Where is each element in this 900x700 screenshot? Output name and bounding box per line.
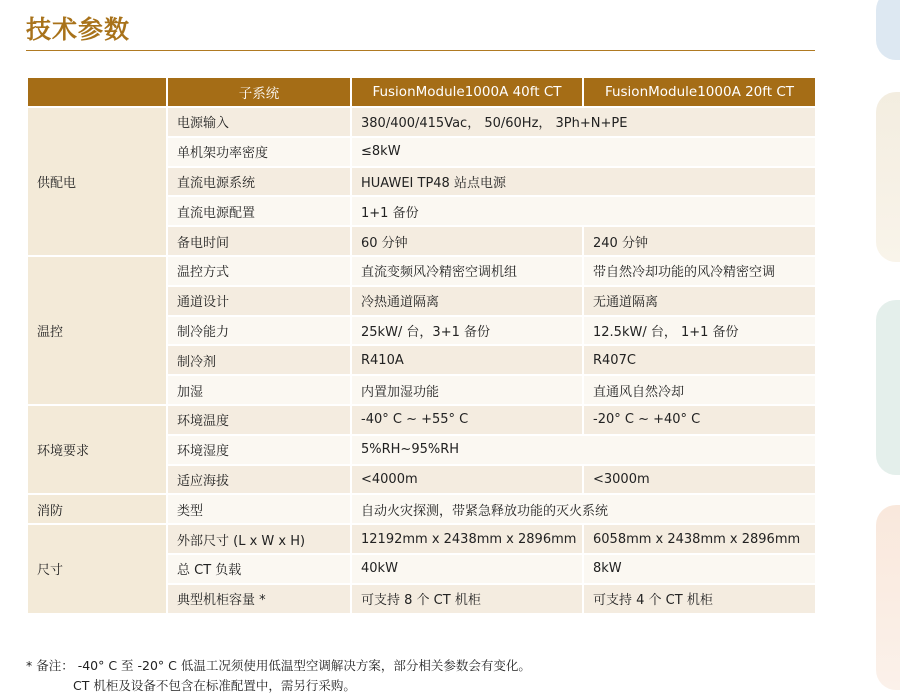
item-label: 制冷剂 <box>167 345 351 375</box>
item-label: 单机架功率密度 <box>167 137 351 167</box>
item-label: 外部尺寸 (L x W x H) <box>167 524 351 554</box>
item-label: 加湿 <box>167 375 351 405</box>
value-40ft: 12192mm x 2438mm x 2896mm <box>351 524 583 554</box>
header-subsystem: 子系统 <box>167 77 351 107</box>
decor-tab-blue <box>876 0 900 60</box>
spec-table-body <box>27 107 816 614</box>
item-label: 通道设计 <box>167 286 351 316</box>
value-20ft: 8kW <box>583 554 816 584</box>
value-shared: 1+1 备份 <box>351 196 816 226</box>
item-label: 温控方式 <box>167 256 351 286</box>
title-divider <box>26 50 815 51</box>
header-40ft: FusionModule1000A 40ft CT <box>351 77 583 107</box>
item-label: 电源输入 <box>167 107 351 137</box>
footnote-line-1: * 备注： -40° C 至 -20° C 低温工况须使用低温型空调解决方案，部分相关参数会有变化。 <box>26 658 531 673</box>
item-label: 类型 <box>167 494 351 524</box>
item-label: 备电时间 <box>167 226 351 256</box>
item-label: 制冷能力 <box>167 316 351 346</box>
value-shared: ≤8kW <box>351 137 816 167</box>
value-40ft: 内置加湿功能 <box>351 375 583 405</box>
value-40ft: 冷热通道隔离 <box>351 286 583 316</box>
group-label: 温控 <box>27 256 167 405</box>
value-40ft: 直流变频风冷精密空调机组 <box>351 256 583 286</box>
value-20ft: -20° C ~ +40° C <box>583 405 816 435</box>
group-label: 供配电 <box>27 107 167 256</box>
page-title: 技术参数 <box>26 15 131 44</box>
group-label: 尺寸 <box>27 524 167 613</box>
value-20ft: R407C <box>583 345 816 375</box>
value-shared: 380/400/415Vac， 50/60Hz， 3Ph+N+PE <box>351 107 816 137</box>
value-20ft: 带自然冷却功能的风冷精密空调 <box>583 256 816 286</box>
value-20ft: 6058mm x 2438mm x 2896mm <box>583 524 816 554</box>
value-shared: 自动火灾探测，带紧急释放功能的灭火系统 <box>351 494 816 524</box>
table-row <box>27 524 816 554</box>
group-label: 消防 <box>27 494 167 524</box>
table-row <box>27 494 816 524</box>
value-20ft: 可支持 4 个 CT 机柜 <box>583 584 816 614</box>
table-row <box>27 256 816 286</box>
value-40ft: R410A <box>351 345 583 375</box>
item-label: 环境湿度 <box>167 435 351 465</box>
item-label: 总 CT 负载 <box>167 554 351 584</box>
table-header-row <box>27 77 816 107</box>
item-label: 直流电源配置 <box>167 196 351 226</box>
decor-tab-peach <box>876 505 900 690</box>
value-40ft: <4000m <box>351 465 583 495</box>
value-40ft: 可支持 8 个 CT 机柜 <box>351 584 583 614</box>
item-label: 环境温度 <box>167 405 351 435</box>
group-label: 环境要求 <box>27 405 167 494</box>
value-20ft: 无通道隔离 <box>583 286 816 316</box>
table-row <box>27 107 816 137</box>
item-label: 直流电源系统 <box>167 167 351 197</box>
value-40ft: -40° C ~ +55° C <box>351 405 583 435</box>
value-20ft: 直通风自然冷却 <box>583 375 816 405</box>
value-40ft: 40kW <box>351 554 583 584</box>
spec-table <box>26 76 817 615</box>
header-blank <box>27 77 167 107</box>
decor-tab-beige <box>876 92 900 262</box>
value-shared: HUAWEI TP48 站点电源 <box>351 167 816 197</box>
item-label: 适应海拔 <box>167 465 351 495</box>
value-40ft: 25kW/ 台，3+1 备份 <box>351 316 583 346</box>
value-20ft: 12.5kW/ 台， 1+1 备份 <box>583 316 816 346</box>
value-shared: 5%RH~95%RH <box>351 435 816 465</box>
header-20ft: FusionModule1000A 20ft CT <box>583 77 816 107</box>
footnote-line-2: CT 机柜及设备不包含在标准配置中，需另行采购。 <box>73 678 356 693</box>
value-20ft: <3000m <box>583 465 816 495</box>
footnotes <box>26 656 531 696</box>
value-40ft: 60 分钟 <box>351 226 583 256</box>
decor-tab-green <box>876 300 900 475</box>
value-20ft: 240 分钟 <box>583 226 816 256</box>
item-label: 典型机柜容量 * <box>167 584 351 614</box>
table-row <box>27 405 816 435</box>
